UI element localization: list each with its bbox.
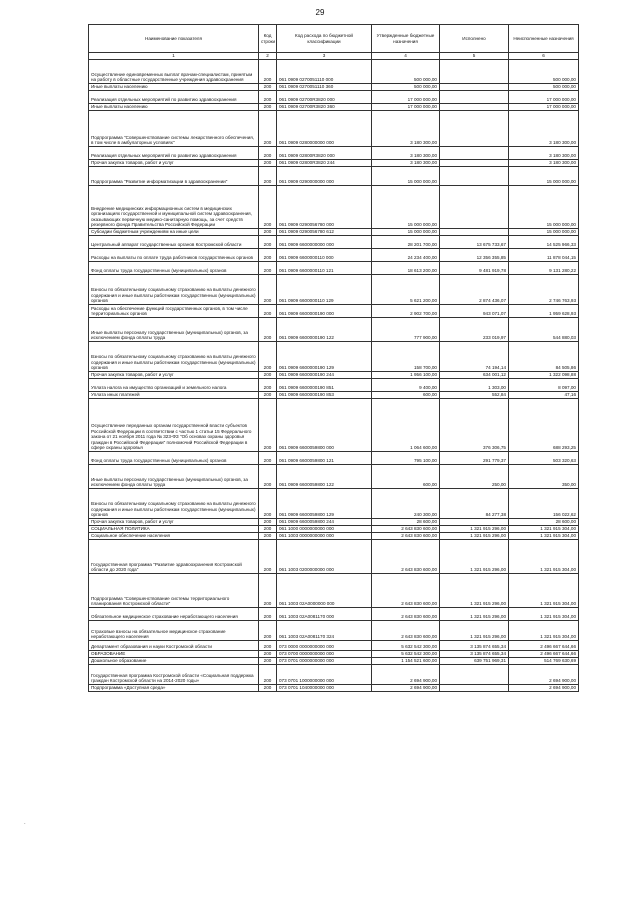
row-unexecuted: 1 959 628,93	[509, 305, 579, 318]
budget-execution-table	[88, 24, 579, 692]
table-row	[89, 533, 579, 540]
row-unexecuted: 9 131 280,22	[509, 262, 579, 275]
row-approved: 5 632 542 300,00	[372, 651, 440, 658]
row-kbk: 061 0909 6600059800 000	[277, 399, 372, 452]
row-code: 200	[259, 392, 277, 399]
table-row	[89, 229, 579, 236]
table-row	[89, 318, 579, 342]
header-row	[89, 25, 579, 53]
row-unexecuted: 84 505,86	[509, 342, 579, 372]
row-code: 200	[259, 275, 277, 305]
header-code: Код строки	[259, 25, 277, 53]
table-row	[89, 399, 579, 452]
row-approved: 240 300,00	[372, 489, 440, 519]
row-executed: 1 321 915 296,00	[440, 526, 509, 533]
row-kbk: 061 0909 6600000110 000	[277, 249, 372, 262]
row-unexecuted: 514 769 630,69	[509, 658, 579, 665]
row-code: 200	[259, 399, 277, 452]
row-executed: 9 481 919,78	[440, 262, 509, 275]
row-kbk: 061 0909 0270051110 000	[277, 60, 372, 84]
row-approved: 2 643 830 600,00	[372, 574, 440, 608]
row-name: Субсидии бюджетным учреждениям на иные цели	[89, 229, 259, 236]
row-executed	[440, 104, 509, 111]
row-approved: 2 643 830 600,00	[372, 540, 440, 574]
page-number: 29	[315, 8, 325, 17]
row-unexecuted: 14 525 966,33	[509, 236, 579, 249]
row-unexecuted: 503 320,63	[509, 452, 579, 465]
row-approved: 600,00	[372, 392, 440, 399]
row-kbk: 061 0909 6600000000 000	[277, 236, 372, 249]
row-approved: 600,00	[372, 465, 440, 489]
header-executed: Исполнено	[440, 25, 509, 53]
row-unexecuted: 17 000 000,00	[509, 91, 579, 104]
table-row	[89, 651, 579, 658]
row-kbk: 061 0909 02800R3820 244	[277, 160, 372, 167]
row-unexecuted: 1 321 915 304,00	[509, 608, 579, 621]
row-executed: 1 321 915 296,00	[440, 621, 509, 641]
row-executed: 639 751 969,31	[440, 658, 509, 665]
row-code: 200	[259, 372, 277, 379]
row-kbk: 061 0909 6600000190 244	[277, 372, 372, 379]
row-executed: 2 874 436,07	[440, 275, 509, 305]
row-unexecuted: 500 000,00	[509, 84, 579, 91]
table-row	[89, 452, 579, 465]
table-row	[89, 91, 579, 104]
row-executed	[440, 111, 509, 147]
row-approved: 2 694 900,00	[372, 665, 440, 685]
row-kbk: 061 1003 0000000000 000	[277, 533, 372, 540]
row-approved: 158 700,00	[372, 342, 440, 372]
row-kbk: 073 0700 0000000000 000	[277, 651, 372, 658]
row-executed: 13 675 733,67	[440, 236, 509, 249]
row-code: 200	[259, 91, 277, 104]
row-unexecuted: 17 000 000,00	[509, 104, 579, 111]
row-executed: 12 356 355,85	[440, 249, 509, 262]
row-executed: 250,00	[440, 465, 509, 489]
row-kbk: 061 0909 6600000190 122	[277, 318, 372, 342]
row-kbk: 061 0909 0280000000 000	[277, 111, 372, 147]
row-name: Прочая закупка товаров, работ и услуг	[89, 160, 259, 167]
row-kbk: 061 0909 0290056780 000	[277, 186, 372, 229]
row-kbk: 061 0909 02800R3820 000	[277, 147, 372, 160]
row-name: Государственная программа "Развитие здравоохранения Костромской области до 2020 года"	[89, 540, 259, 574]
row-unexecuted: 1 321 915 304,00	[509, 574, 579, 608]
row-name: Подпрограмма "Совершенствование системы территориального планирования Костромской области"	[89, 574, 259, 608]
row-executed	[440, 665, 509, 685]
row-name: Социальное обеспечение населения	[89, 533, 259, 540]
row-code: 200	[259, 379, 277, 392]
row-name: Страховые взносы на обязательное медицинское страхование неработающего населения	[89, 621, 259, 641]
row-approved: 2 643 830 600,00	[372, 533, 440, 540]
row-code: 200	[259, 621, 277, 641]
row-executed: 291 779,37	[440, 452, 509, 465]
row-executed: 3 135 874 655,34	[440, 651, 509, 658]
row-approved: 2 902 700,00	[372, 305, 440, 318]
row-kbk: 061 1003 0200000000 000	[277, 540, 372, 574]
table-row	[89, 275, 579, 305]
row-name: Реализация отдельных мероприятий по развитию здравоохранения	[89, 91, 259, 104]
table-row	[89, 186, 579, 229]
row-code: 200	[259, 651, 277, 658]
row-executed: 1 321 915 296,00	[440, 608, 509, 621]
row-name: Иные выплаты персоналу государственных (муниципальных) органов, за исключением фонда оплаты труда	[89, 318, 259, 342]
row-code: 200	[259, 305, 277, 318]
row-code: 200	[259, 186, 277, 229]
table-row	[89, 489, 579, 519]
column-index: 5	[440, 53, 509, 60]
row-unexecuted: 1 321 915 304,00	[509, 533, 579, 540]
row-code: 200	[259, 160, 277, 167]
row-kbk: 061 0909 6600000190 853	[277, 392, 372, 399]
row-approved: 1 154 521 600,00	[372, 658, 440, 665]
row-unexecuted: 544 880,03	[509, 318, 579, 342]
column-index-row	[89, 53, 579, 60]
table-row	[89, 111, 579, 147]
column-index: 1	[89, 53, 259, 60]
row-unexecuted: 1 321 915 304,00	[509, 621, 579, 641]
row-name: Иные выплаты населению	[89, 84, 259, 91]
row-executed: 634 001,12	[440, 372, 509, 379]
row-name: Реализация отдельных мероприятий по развитию здравоохранения	[89, 147, 259, 160]
row-kbk: 073 0701 1000000000 000	[277, 665, 372, 685]
row-executed: 1 303,00	[440, 379, 509, 392]
row-executed	[440, 160, 509, 167]
row-name: Осуществление переданных органам государственной власти субъектов Российской Федерации в соответствии с частью 1 статьи 15 Федерального закона от 21 ноября 2011 года № 323-ФЗ "Об основах охраны здоровья граждан в Российской Федерации" полномочий Российской Федерации в сфере охраны здоровья	[89, 399, 259, 452]
row-executed: 1 321 915 296,00	[440, 574, 509, 608]
row-unexecuted: 47,16	[509, 392, 579, 399]
table-row	[89, 392, 579, 399]
header-approved: Утвержденные бюджетные назначения	[372, 25, 440, 53]
row-approved: 17 000 000,00	[372, 91, 440, 104]
row-executed	[440, 519, 509, 526]
row-executed: 1 321 915 296,00	[440, 540, 509, 574]
row-unexecuted: 3 180 300,00	[509, 160, 579, 167]
row-code: 200	[259, 60, 277, 84]
row-approved: 28 600,00	[372, 519, 440, 526]
column-index: 3	[277, 53, 372, 60]
row-code: 200	[259, 111, 277, 147]
row-executed	[440, 60, 509, 84]
row-code: 200	[259, 641, 277, 651]
table-row	[89, 540, 579, 574]
row-name: СОЦИАЛЬНАЯ ПОЛИТИКА	[89, 526, 259, 533]
table-row	[89, 249, 579, 262]
row-code: 200	[259, 658, 277, 665]
row-code: 200	[259, 104, 277, 111]
table-body	[89, 60, 579, 692]
row-name: Прочая закупка товаров, работ и услуг	[89, 519, 259, 526]
row-unexecuted: 688 293,25	[509, 399, 579, 452]
row-approved: 28 201 700,00	[372, 236, 440, 249]
row-approved: 3 180 300,00	[372, 111, 440, 147]
row-name: Взносы по обязательному социальному страхованию на выплаты денежного содержания и иные выплаты работникам государственных (муниципальных) органов	[89, 342, 259, 372]
row-approved: 2 643 830 600,00	[372, 621, 440, 641]
row-name: Обязательное медицинское страхование неработающего населения	[89, 608, 259, 621]
row-code: 200	[259, 318, 277, 342]
row-name: Расходы на обеспечение функций государственных органов, в том числе территориальных органов	[89, 305, 259, 318]
header-name: Наименование показателя	[89, 25, 259, 53]
row-executed: 552,84	[440, 392, 509, 399]
row-unexecuted: 15 000 000,00	[509, 229, 579, 236]
row-approved: 3 180 300,00	[372, 160, 440, 167]
header-kbk: Код расхода по бюджетной классификации	[277, 25, 372, 53]
row-code: 200	[259, 147, 277, 160]
row-kbk: 061 0909 6600059800 121	[277, 452, 372, 465]
header-unexecuted: Неисполненные назначения	[509, 25, 579, 53]
row-name: Фонд оплаты труда государственных (муниципальных) органов	[89, 262, 259, 275]
row-code: 200	[259, 167, 277, 186]
row-approved: 17 000 000,00	[372, 104, 440, 111]
row-code: 200	[259, 236, 277, 249]
column-index: 6	[509, 53, 579, 60]
row-executed: 74 194,14	[440, 342, 509, 372]
row-executed: 1 321 915 296,00	[440, 533, 509, 540]
row-approved: 1 064 600,00	[372, 399, 440, 452]
table-row	[89, 60, 579, 84]
row-code: 200	[259, 665, 277, 685]
row-code: 200	[259, 574, 277, 608]
row-kbk: 061 0909 6600059800 244	[277, 519, 372, 526]
row-approved: 2 643 830 600,00	[372, 608, 440, 621]
row-approved: 15 000 000,00	[372, 186, 440, 229]
row-unexecuted: 1 321 915 304,00	[509, 526, 579, 533]
row-name: Иные выплаты персоналу государственных (муниципальных) органов, за исключением фонда оплаты труда	[89, 465, 259, 489]
row-code: 200	[259, 526, 277, 533]
table-row	[89, 236, 579, 249]
row-kbk: 073 0000 0000000000 000	[277, 641, 372, 651]
row-approved: 2 643 830 600,00	[372, 526, 440, 533]
row-executed	[440, 167, 509, 186]
row-approved: 2 694 900,00	[372, 685, 440, 692]
row-name: Подпрограмма "Совершенствование системы лекарственного обеспечения, в том числе в амбулаторных условиях"	[89, 111, 259, 147]
table-row	[89, 342, 579, 372]
row-kbk: 061 0909 02700R3820 000	[277, 91, 372, 104]
row-code: 200	[259, 685, 277, 692]
row-kbk: 061 0909 0290000000 000	[277, 167, 372, 186]
table-row	[89, 526, 579, 533]
row-unexecuted: 1 321 915 304,00	[509, 540, 579, 574]
row-name: Осуществление единовременных выплат врачам-специалистам, принятым на работу в областные государственные учреждения здравоохранения	[89, 60, 259, 84]
row-code: 200	[259, 533, 277, 540]
row-kbk: 061 1003 02А0000000 000	[277, 574, 372, 608]
row-code: 200	[259, 519, 277, 526]
row-kbk: 061 0909 6600059800 129	[277, 489, 372, 519]
row-kbk: 061 1000 0000000000 000	[277, 526, 372, 533]
row-name: Центральный аппарат государственных органов Костромской области	[89, 236, 259, 249]
row-code: 200	[259, 608, 277, 621]
row-unexecuted: 3 180 300,00	[509, 147, 579, 160]
row-kbk: 061 1003 02А0081170 000	[277, 608, 372, 621]
row-executed	[440, 186, 509, 229]
row-kbk: 061 0909 6600000190 129	[277, 342, 372, 372]
table-row	[89, 608, 579, 621]
table-row	[89, 685, 579, 692]
row-code: 200	[259, 489, 277, 519]
row-unexecuted: 350,00	[509, 465, 579, 489]
table-row	[89, 665, 579, 685]
row-kbk: 061 0909 6600000110 121	[277, 262, 372, 275]
row-name: Расходы на выплаты по оплате труда работников государственных органов	[89, 249, 259, 262]
row-name: Подпрограмма "Развитие информатизации в здравоохранении"	[89, 167, 259, 186]
table-row	[89, 104, 579, 111]
row-name: Взносы по обязательному социальному страхованию на выплаты денежного содержания и иные выплаты работникам государственных (муниципальных) органов	[89, 489, 259, 519]
row-unexecuted: 1 322 098,88	[509, 372, 579, 379]
row-name: Взносы по обязательному социальному страхованию на выплаты денежного содержания и иные выплаты работникам государственных (муниципальных) органов	[89, 275, 259, 305]
table-row	[89, 658, 579, 665]
row-executed: 376 306,75	[440, 399, 509, 452]
row-approved: 5 621 200,00	[372, 275, 440, 305]
row-kbk: 061 0909 6600000190 000	[277, 305, 372, 318]
row-name: Дошкольное образование	[89, 658, 259, 665]
row-kbk: 061 0909 6600000110 129	[277, 275, 372, 305]
row-name: Подпрограмма «Доступная среда»	[89, 685, 259, 692]
row-executed	[440, 229, 509, 236]
row-code: 200	[259, 262, 277, 275]
row-unexecuted: 156 022,62	[509, 489, 579, 519]
table-row	[89, 465, 579, 489]
column-index: 2	[259, 53, 277, 60]
row-executed	[440, 685, 509, 692]
table-row	[89, 574, 579, 608]
row-kbk: 073 0701 1040000000 000	[277, 685, 372, 692]
row-code: 200	[259, 540, 277, 574]
row-kbk: 061 0909 6600059800 122	[277, 465, 372, 489]
row-approved: 18 613 200,00	[372, 262, 440, 275]
row-code: 200	[259, 249, 277, 262]
row-kbk: 061 0909 6600000190 851	[277, 379, 372, 392]
row-executed	[440, 84, 509, 91]
table-row	[89, 641, 579, 651]
row-approved: 9 400,00	[372, 379, 440, 392]
row-executed: 943 071,07	[440, 305, 509, 318]
row-unexecuted: 2 496 667 644,66	[509, 651, 579, 658]
row-unexecuted: 2 694 900,00	[509, 665, 579, 685]
row-executed	[440, 91, 509, 104]
row-approved: 3 180 300,00	[372, 147, 440, 160]
row-name: Иные выплаты населению	[89, 104, 259, 111]
row-kbk: 061 0909 0290056780 612	[277, 229, 372, 236]
row-approved: 1 956 100,00	[372, 372, 440, 379]
row-approved: 795 100,00	[372, 452, 440, 465]
row-unexecuted: 8 097,00	[509, 379, 579, 392]
row-name: Уплата налога на имущество организаций и земельного налога	[89, 379, 259, 392]
table-row	[89, 167, 579, 186]
row-approved: 15 000 000,00	[372, 167, 440, 186]
table-row	[89, 262, 579, 275]
row-executed: 3 135 874 655,34	[440, 641, 509, 651]
row-code: 200	[259, 465, 277, 489]
row-unexecuted: 11 878 044,15	[509, 249, 579, 262]
row-name: Государственная программа Костромской области «Социальная поддержка граждан Костромской области на 2014-2020 годы»	[89, 665, 259, 685]
row-name: Департамент образования и науки Костромской области	[89, 641, 259, 651]
row-unexecuted: 3 180 300,00	[509, 111, 579, 147]
row-kbk: 061 0909 02700R3820 360	[277, 104, 372, 111]
row-approved: 500 000,00	[372, 60, 440, 84]
table-row	[89, 305, 579, 318]
row-code: 200	[259, 342, 277, 372]
row-unexecuted: 28 600,00	[509, 519, 579, 526]
row-code: 200	[259, 452, 277, 465]
row-approved: 24 234 400,00	[372, 249, 440, 262]
row-kbk: 073 0701 0000000000 000	[277, 658, 372, 665]
row-name: Фонд оплаты труда государственных (муниципальных) органов	[89, 452, 259, 465]
row-code: 200	[259, 229, 277, 236]
row-unexecuted: 2 694 900,00	[509, 685, 579, 692]
row-unexecuted: 2 496 667 644,66	[509, 641, 579, 651]
row-approved: 5 632 542 300,00	[372, 641, 440, 651]
row-approved: 15 000 000,00	[372, 229, 440, 236]
row-name: ОБРАЗОВАНИЕ	[89, 651, 259, 658]
column-index: 4	[372, 53, 440, 60]
table-row	[89, 372, 579, 379]
table-row	[89, 519, 579, 526]
row-unexecuted: 15 000 000,00	[509, 186, 579, 229]
row-executed: 84 277,38	[440, 489, 509, 519]
table-row	[89, 621, 579, 641]
row-name: Прочая закупка товаров, работ и услуг	[89, 372, 259, 379]
row-executed	[440, 147, 509, 160]
row-name: Уплата иных платежей	[89, 392, 259, 399]
row-unexecuted: 500 000,00	[509, 60, 579, 84]
table-row	[89, 379, 579, 392]
row-code: 200	[259, 84, 277, 91]
row-approved: 500 000,00	[372, 84, 440, 91]
table-row	[89, 147, 579, 160]
row-executed: 233 019,97	[440, 318, 509, 342]
row-kbk: 061 0909 0270051110 360	[277, 84, 372, 91]
row-name: Внедрение медицинских информационных систем в медицинских организациях государственной и муниципальной систем здравоохранения, оказывающих первичную медико-санитарную помощь, за счет средств резервного фонда Правительства Российской Федерации	[89, 186, 259, 229]
table-row	[89, 160, 579, 167]
row-approved: 777 900,00	[372, 318, 440, 342]
row-kbk: 061 1003 02А0081170 324	[277, 621, 372, 641]
table-row	[89, 84, 579, 91]
margin-mark: .	[24, 820, 26, 826]
row-unexecuted: 15 000 000,00	[509, 167, 579, 186]
row-unexecuted: 2 746 763,93	[509, 275, 579, 305]
